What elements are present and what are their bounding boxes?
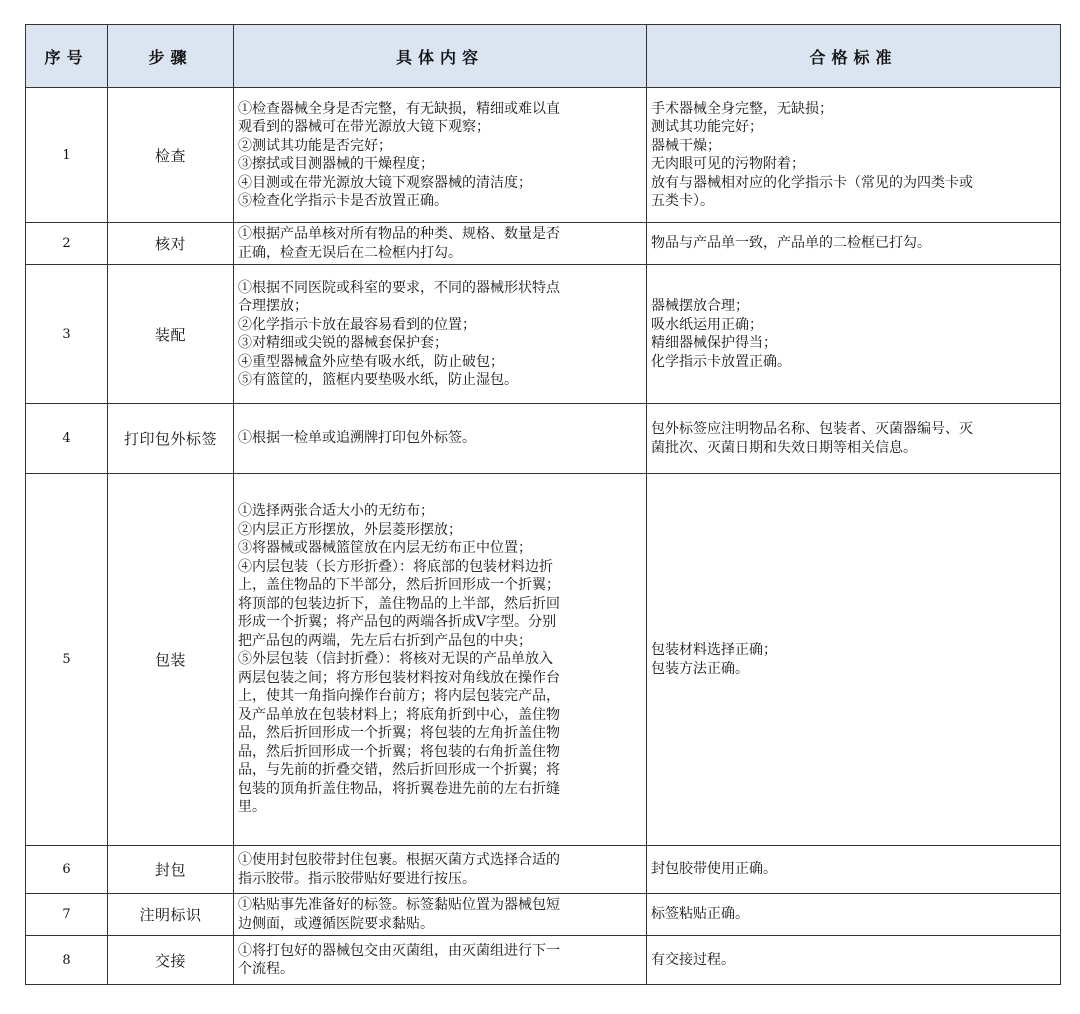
row-step: 封包 xyxy=(108,846,234,894)
content-line: ②内层正方形摆放，外层菱形摆放； xyxy=(238,521,462,538)
content-line: 将顶部的包装边折下，盖住物品的上半部，然后折回 xyxy=(238,595,560,612)
header-standard: 合格标准 xyxy=(647,25,1061,88)
content-line: ①检查器械全身是否完整，有无缺损，精细或难以直 xyxy=(238,100,560,117)
content-line: 品，然后折回形成一个折翼；将包装的左角折盖住物 xyxy=(238,725,560,742)
row-index: 5 xyxy=(26,474,108,846)
content-line: 包装的顶角折盖住物品，将折翼卷进先前的左右折缝 xyxy=(238,780,560,797)
content-line: 边侧面，或遵循医院要求黏贴。 xyxy=(238,915,434,932)
row-standard xyxy=(647,265,1061,404)
standard-line: 封包胶带使用正确。 xyxy=(651,861,777,878)
row-index: 6 xyxy=(26,846,108,894)
row-standard xyxy=(647,88,1061,223)
content-line: 上，盖住物品的下半部分，然后折回形成一个折翼； xyxy=(238,577,560,594)
content-line: ④内层包装（长方形折叠）：将底部的包装材料边折 xyxy=(238,558,553,575)
standard-line: 化学指示卡放置正确。 xyxy=(651,353,791,370)
table-body xyxy=(26,88,1061,985)
standard-line: 标签粘贴正确。 xyxy=(651,906,749,923)
row-content xyxy=(234,474,647,846)
content-line: 观看到的器械可在带光源放大镜下观察； xyxy=(238,119,490,135)
standard-line: 包装材料选择正确； xyxy=(651,642,777,658)
row-step: 装配 xyxy=(108,265,234,404)
content-line: ①粘贴事先准备好的标签。标签黏贴位置为器械包短 xyxy=(238,897,560,913)
content-line: 品，与先前的折叠交错，然后折回形成一个折翼；将 xyxy=(238,762,560,779)
table-row xyxy=(26,846,1061,894)
content-line: ③将器械或器械篮筐放在内层无纺布正中位置； xyxy=(238,540,532,557)
header-index: 序号 xyxy=(26,25,108,88)
content-line: 形成一个折翼；将产品包的两端各折成V字型。分别 xyxy=(238,614,557,631)
standard-line: 吸水纸运用正确； xyxy=(651,316,763,333)
table-row xyxy=(26,936,1061,985)
row-step: 核对 xyxy=(108,223,234,265)
row-content xyxy=(234,223,647,265)
row-content xyxy=(234,846,647,894)
content-line: 个流程。 xyxy=(238,961,294,977)
row-step: 打印包外标签 xyxy=(108,404,234,474)
row-content xyxy=(234,894,647,936)
content-line: ③对精细或尖锐的器械套保护套； xyxy=(238,335,448,351)
content-line: ①使用封包胶带封住包裹。根据灭菌方式选择合适的 xyxy=(238,852,560,868)
row-index: 8 xyxy=(26,936,108,985)
content-line: 品，然后折回形成一个折翼；将包装的右角折盖住物 xyxy=(238,743,560,760)
row-standard xyxy=(647,936,1061,985)
row-standard xyxy=(647,846,1061,894)
row-index: 2 xyxy=(26,223,108,265)
content-line: ②化学指示卡放在最容易看到的位置； xyxy=(238,316,476,333)
content-line: ④目测或在带光源放大镜下观察器械的清洁度； xyxy=(238,174,532,191)
content-line: 把产品包的两端，先左后右折到产品包的中央； xyxy=(238,632,532,649)
content-line: 上，使其一角指向操作台前方；将内层包装完产品， xyxy=(238,688,560,705)
content-line: 正确，检查无误后在二检框内打勾。 xyxy=(238,244,462,261)
standard-line: 菌批次、灭菌日期和失效日期等相关信息。 xyxy=(651,439,917,456)
content-line: 里。 xyxy=(238,799,266,816)
content-line: ②测试其功能是否完好； xyxy=(238,137,392,154)
content-line: ①根据产品单核对所有物品的种类、规格、数量是否 xyxy=(238,226,560,242)
content-line: 指示胶带。指示胶带贴好要进行按压。 xyxy=(238,870,476,887)
row-step: 检查 xyxy=(108,88,234,223)
content-line: 及产品单放在包装材料上；将底角折到中心，盖住物 xyxy=(238,706,560,723)
row-content xyxy=(234,404,647,474)
content-line: ④重型器械盒外应垫有吸水纸，防止破包； xyxy=(238,353,504,370)
row-standard xyxy=(647,894,1061,936)
content-line: ⑤外层包装（信封折叠）：将核对无误的产品单放入 xyxy=(238,651,553,668)
standard-line: 器械摆放合理； xyxy=(651,298,749,314)
content-line: 两层包装之间；将方形包装材料按对角线放在操作台 xyxy=(238,669,560,686)
content-line: ①选择两张合适大小的无纺布； xyxy=(238,503,434,520)
procedure-table-container xyxy=(25,24,1060,985)
standard-line: 测试其功能完好； xyxy=(651,119,763,135)
row-standard xyxy=(647,404,1061,474)
row-step: 注明标识 xyxy=(108,894,234,936)
standard-line: 包外标签应注明物品名称、包装者、灭菌器编号、灭 xyxy=(651,421,973,437)
standard-line: 有交接过程。 xyxy=(651,951,735,968)
content-line: ⑤有篮筐的，篮框内要垫吸水纸，防止湿包。 xyxy=(238,372,518,388)
standard-line: 包装方法正确。 xyxy=(651,660,749,677)
row-content xyxy=(234,936,647,985)
content-line: ①根据不同医院或科室的要求，不同的器械形状特点 xyxy=(238,279,560,296)
row-standard xyxy=(647,223,1061,265)
table-row xyxy=(26,88,1061,223)
table-row xyxy=(26,404,1061,474)
header-content: 具体内容 xyxy=(234,25,647,88)
row-content xyxy=(234,88,647,223)
row-step: 交接 xyxy=(108,936,234,985)
header-step: 步骤 xyxy=(108,25,234,88)
content-line: ①将打包好的器械包交由灭菌组，由灭菌组进行下一 xyxy=(238,942,560,959)
row-index: 3 xyxy=(26,265,108,404)
table-row xyxy=(26,265,1061,404)
table-row xyxy=(26,474,1061,846)
row-index: 1 xyxy=(26,88,108,223)
standard-line: 手术器械全身完整，无缺损； xyxy=(651,100,833,117)
content-line: ③擦拭或目测器械的干燥程度； xyxy=(238,156,434,172)
content-line: ⑤检查化学指示卡是否放置正确。 xyxy=(238,193,448,209)
content-line: ①根据一检单或追溯牌打印包外标签。 xyxy=(238,430,476,447)
standard-line: 无肉眼可见的污物附着； xyxy=(651,156,805,172)
table-row xyxy=(26,894,1061,936)
standard-line: 五类卡）。 xyxy=(651,193,714,209)
row-step: 包装 xyxy=(108,474,234,846)
row-standard xyxy=(647,474,1061,846)
row-index: 4 xyxy=(26,404,108,474)
content-line: 合理摆放； xyxy=(238,298,308,314)
row-index: 7 xyxy=(26,894,108,936)
standard-line: 器械干燥； xyxy=(651,137,721,154)
row-content xyxy=(234,265,647,404)
table-header-row xyxy=(26,25,1061,88)
packaging-procedure-table xyxy=(25,24,1061,985)
standard-line: 物品与产品单一致，产品单的二检框已打勾。 xyxy=(651,235,931,252)
standard-line: 放有与器械相对应的化学指示卡（常见的为四类卡或 xyxy=(651,174,973,191)
standard-line: 精细器械保护得当； xyxy=(651,335,777,351)
table-row xyxy=(26,223,1061,265)
